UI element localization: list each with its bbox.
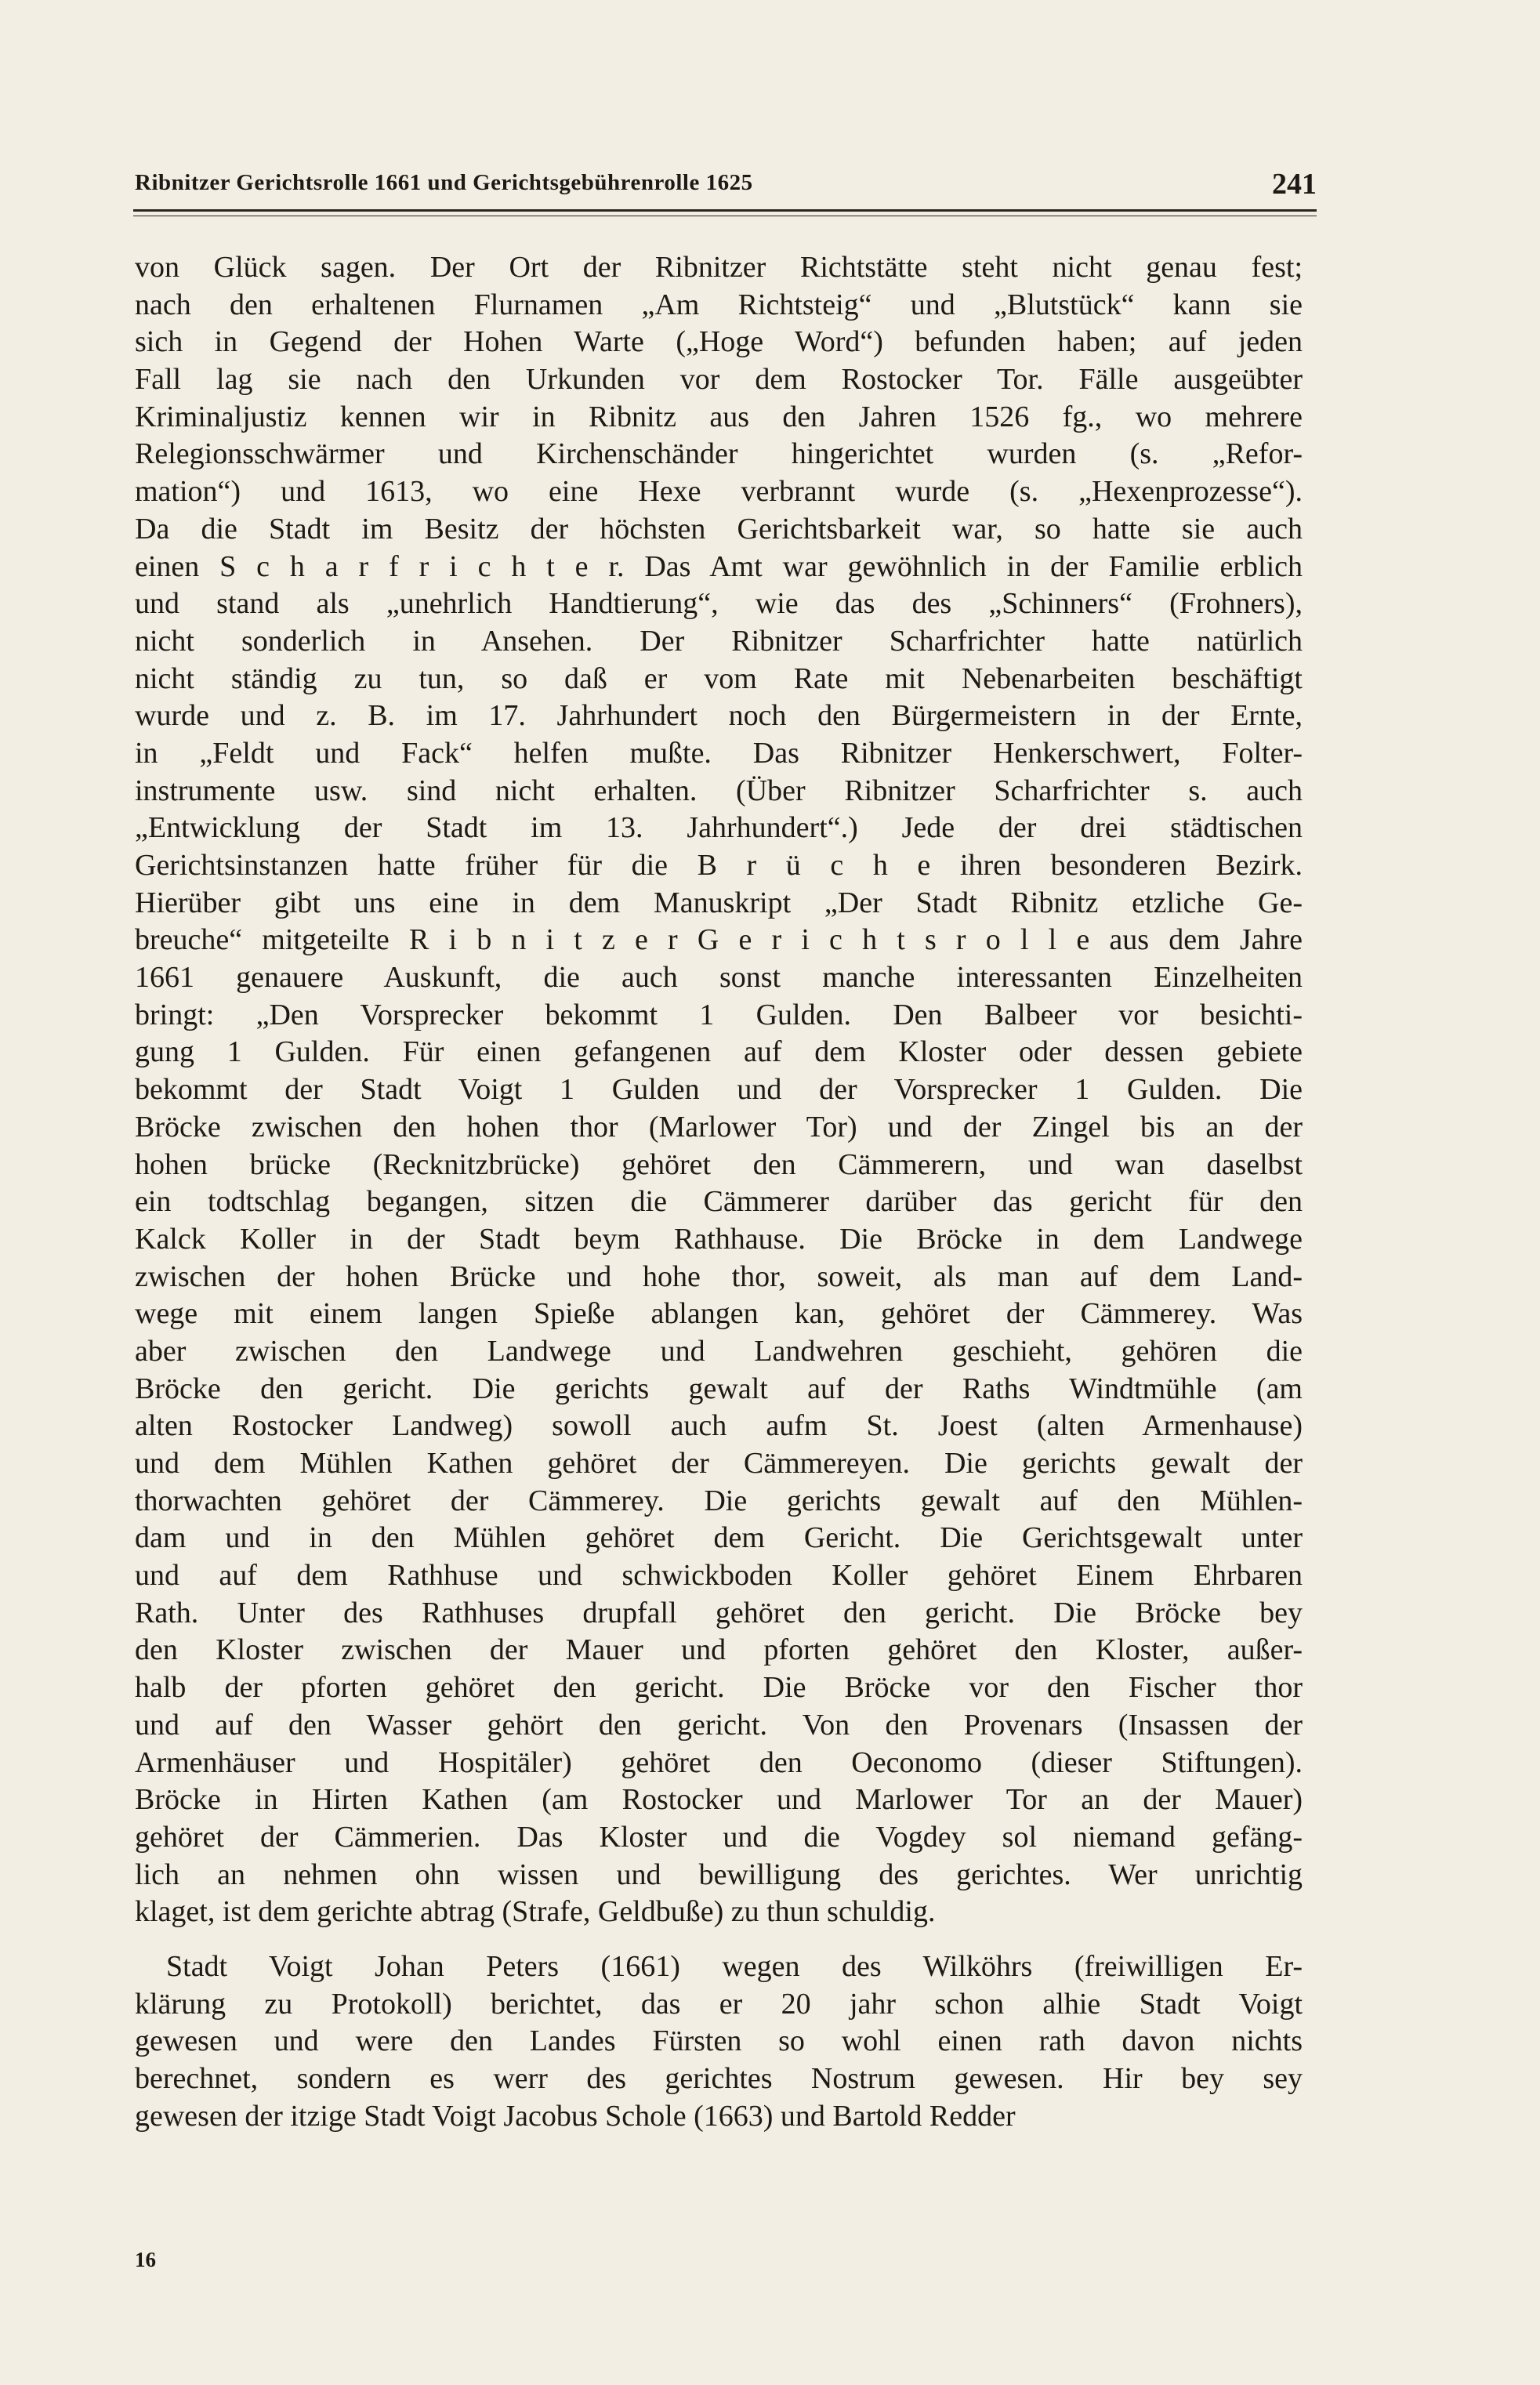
text-line: Bröcke in Hirten Kathen (am Rostocker und Marlower Tor an der Mauer) [135, 1783, 1303, 1817]
text-line: Relegionsschwärmer und Kirchenschänder hingerichtet wurden (s. „Refor- [135, 437, 1303, 471]
text-line: bekommt der Stadt Voigt 1 Gulden und der Vorsprecker 1 Gulden. Die [135, 1073, 1303, 1107]
text-line: Armenhäuser und Hospitäler) gehöret den Oeconomo (dieser Stiftungen). [135, 1745, 1303, 1779]
text-line: den Kloster zwischen der Mauer und pforten gehöret den Kloster, außer- [135, 1633, 1303, 1667]
text-line: Rath. Unter des Rathhuses drupfall gehöret den gericht. Die Bröcke bey [135, 1596, 1303, 1629]
paragraph-gap [135, 1931, 1303, 1948]
text-line: nicht ständig zu tun, so daß er vom Rate mit Nebenarbeiten beschäftigt [135, 661, 1303, 695]
text-line: dam und in den Mühlen gehöret dem Gericht. Die Gerichtsgewalt unter [135, 1521, 1303, 1555]
text-line: alten Rostocker Landweg) sowoll auch aufm St. Joest (alten Armenhause) [135, 1409, 1303, 1443]
text-line: bringt: „Den Vorsprecker bekommt 1 Gulden. Den Balbeer vor besichti- [135, 998, 1303, 1031]
text-line: lich an nehmen ohn wissen und bewilligung des gerichtes. Wer unrichtig [135, 1858, 1303, 1891]
text-line: in „Feldt und Fack“ helfen mußte. Das Ribnitzer Henkerschwert, Folter- [135, 736, 1303, 770]
text-line: und dem Mühlen Kathen gehöret der Cämmereyen. Die gerichts gewalt der [135, 1447, 1303, 1480]
text-line: gewesen und were den Landes Fürsten so wohl einen rath davon nichts [135, 2024, 1303, 2058]
text-line: ein todtschlag begangen, sitzen die Cämmerer darüber das gericht für den [135, 1185, 1303, 1219]
text-line: wurde und z. B. im 17. Jahrhundert noch den Bürgermeistern in der Ernte, [135, 699, 1303, 733]
text-line: halb der pforten gehöret den gericht. Die Bröcke vor den Fischer thor [135, 1671, 1303, 1705]
text-line: mation“) und 1613, wo eine Hexe verbrannt wurde (s. „Hexenprozesse“). [135, 475, 1303, 509]
text-line: gung 1 Gulden. Für einen gefangenen auf dem Kloster oder dessen gebiete [135, 1035, 1303, 1069]
text-line: Bröcke zwischen den hohen thor (Marlower Tor) und der Zingel bis an der [135, 1110, 1303, 1144]
text-line: instrumente usw. sind nicht erhalten. (Über Ribnitzer Scharfrichter s. auch [135, 774, 1303, 807]
text-line: Hierüber gibt uns eine in dem Manuskript „Der Stadt Ribnitz etzliche Ge- [135, 886, 1303, 919]
text-line: klaget, ist dem gerichte abtrag (Strafe, Geldbuße) zu thun schuldig. [135, 1895, 936, 1929]
text-line: nicht sonderlich in Ansehen. Der Ribnitzer Scharfrichter hatte natürlich [135, 624, 1303, 658]
text-line: 1661 genauere Auskunft, die auch sonst manche interessanten Einzelheiten [135, 961, 1303, 995]
text-line: gehöret der Cämmerien. Das Kloster und die Vogdey sol niemand gefäng- [135, 1820, 1303, 1854]
text-line: Gerichtsinstanzen hatte früher für die B r ü c h e ihren besonderen Bezirk. [135, 849, 1303, 882]
text-line: Da die Stadt im Besitz der höchsten Gerichtsbarkeit war, so hatte sie auch [135, 512, 1303, 546]
text-line: sich in Gegend der Hohen Warte („Hoge Word“) befunden haben; auf jeden [135, 325, 1303, 359]
text-line: klärung zu Protokoll) berichtet, das er 20 jahr schon alhie Stadt Voigt [135, 1987, 1303, 2021]
text-line: wege mit einem langen Spieße ablangen kan, gehöret der Cämmerey. Was [135, 1297, 1303, 1331]
text-line: gewesen der itzige Stadt Voigt Jacobus Schole (1663) und Bartold Redder [135, 2099, 1016, 2133]
text-line: aber zwischen den Landwege und Landwehren geschieht, gehören die [135, 1334, 1303, 1368]
header-rule [133, 209, 1317, 212]
text-line: und stand als „unehrlich Handtierung“, wie das des „Schinners“ (Frohners), [135, 587, 1303, 621]
text-line: breuche“ mitgeteilte R i b n i t z e r G e r i c h t s r o l l e aus dem Jahre [135, 923, 1303, 957]
text-line: thorwachten gehöret der Cämmerey. Die gerichts gewalt auf den Mühlen- [135, 1484, 1303, 1517]
text-line: und auf den Wasser gehört den gericht. Von den Provenars (Insassen der [135, 1708, 1303, 1742]
page-header [133, 161, 1317, 216]
text-line: Kriminaljustiz kennen wir in Ribnitz aus den Jahren 1526 fg., wo mehrere [135, 400, 1303, 433]
paragraph-2 [135, 1948, 1303, 2135]
text-line: und auf dem Rathhuse und schwickboden Koller gehöret Einem Ehrbaren [135, 1559, 1303, 1593]
text-line: berechnet, sondern es werr des gerichtes Nostrum gewesen. Hir bey sey [135, 2062, 1303, 2095]
text-line: „Entwicklung der Stadt im 13. Jahrhundert“.) Jede der drei städtischen [135, 811, 1303, 845]
page-number: 241 [1272, 168, 1317, 201]
text-line: zwischen der hohen Brücke und hohe thor, soweit, als man auf dem Land- [135, 1260, 1303, 1293]
text-line: Stadt Voigt Johan Peters (1661) wegen des Wilköhrs (freiwilligen Er- [166, 1949, 1303, 1983]
paragraph-1 [135, 249, 1303, 1931]
text-line: Kalck Koller in der Stadt beym Rathhause. Die Bröcke in dem Landwege [135, 1222, 1303, 1256]
text-line: von Glück sagen. Der Ort der Ribnitzer Richtstätte steht nicht genau fest; [135, 251, 1303, 284]
text-line: Fall lag sie nach den Urkunden vor dem Rostocker Tor. Fälle ausgeübter [135, 363, 1303, 397]
text-line: nach den erhaltenen Flurnamen „Am Richtsteig“ und „Blutstück“ kann sie [135, 288, 1303, 321]
printer-signature: 16 [135, 2248, 156, 2271]
text-line: hohen brücke (Recknitzbrücke) gehöret den Cämmerern, und wan daselbst [135, 1147, 1303, 1181]
text-line: einen S c h a r f r i c h t e r. Das Amt war gewöhnlich in der Familie erblich [135, 549, 1303, 583]
running-title: Ribnitzer Gerichtsrolle 1661 und Gerichtsgebührenrolle 1625 [135, 170, 753, 195]
text-line: Bröcke den gericht. Die gerichts gewalt auf der Raths Windtmühle (am [135, 1372, 1303, 1405]
body-text [135, 249, 1303, 2135]
